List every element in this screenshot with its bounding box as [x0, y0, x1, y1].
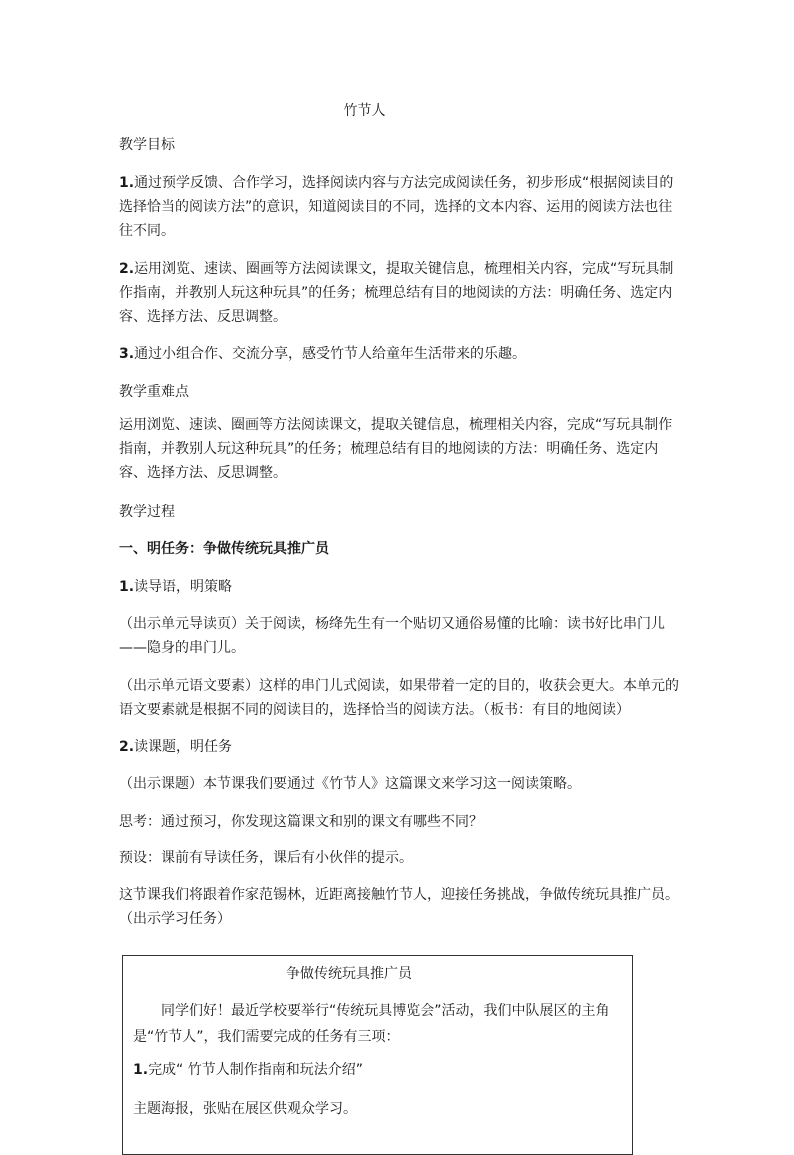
task-box-item-sub: 主题海报，张贴在展区供观众学习。	[133, 1101, 357, 1117]
paragraph: 预设：课前有导读任务，课后有小伙伴的提示。	[119, 850, 413, 866]
goal-text: 通过预学反馈、合作学习，选择阅读内容与方法完成阅读任务，初步形成“根据阅读目的选择恰当的阅读方法”的意识，知道阅读目的不同，选择的文本内容、运用的阅读方法也往往不同。	[119, 175, 674, 239]
step-heading	[119, 575, 232, 599]
paragraph: （出示单元导读页）关于阅读，杨绛先生有一个贴切又通俗易懂的比喻：读书好比串门儿——隐身的串门儿。	[119, 616, 665, 656]
task-item-text: 完成“ 竹节人制作指南和玩法介绍”	[148, 1062, 364, 1078]
step-text: 读导语，明策略	[134, 579, 233, 595]
step-text: 读课题，明任务	[134, 739, 233, 755]
process-heading: 教学过程	[119, 504, 175, 520]
goal-number: 2.	[119, 261, 135, 277]
paragraph: （出示课题）本节课我们要通过《竹节人》这篇课文来学习这一阅读策略。	[119, 776, 581, 792]
task-box-intro: 同学们好！最近学校要举行“传统玩具博览会”活动，我们中队展区的主角是“竹节人”，我们需要完成的任务有三项：	[133, 1003, 610, 1045]
goal-item	[119, 342, 679, 366]
task-box-item	[133, 1057, 625, 1083]
key-points-text: 运用浏览、速读、圈画等方法阅读课文，提取关键信息，梳理相关内容，完成“写玩具制作指南，并教别人玩这种玩具”的任务；梳理总结有目的地阅读的方法：明确任务、选定内容、选择方法、反思调整。	[119, 417, 673, 481]
paragraph: 思考：通过预习，你发现这篇课文和别的课文有哪些不同？	[119, 814, 483, 830]
paragraph: 这节课我们将跟着作家范锡林，近距离接触竹节人，迎接任务挑战，争做传统玩具推广员。（出示学习任务）	[119, 887, 679, 927]
task-box	[122, 955, 633, 1155]
goal-number: 3.	[119, 346, 135, 362]
goal-text: 通过小组合作、交流分享，感受竹节人给童年生活带来的乐趣。	[134, 346, 527, 362]
section-heading: 一、明任务：争做传统玩具推广员	[119, 541, 329, 557]
step-number: 1.	[119, 579, 135, 595]
goals-heading: 教学目标	[119, 137, 175, 153]
goal-number: 1.	[119, 175, 135, 191]
step-number: 2.	[119, 739, 135, 755]
step-heading	[119, 735, 232, 759]
task-box-title: 争做传统玩具推广员	[286, 966, 412, 982]
goal-text: 运用浏览、速读、圈画等方法阅读课文，提取关键信息，梳理相关内容，完成“写玩具制作指南，并教别人玩这种玩具”的任务；梳理总结有目的地阅读的方法：明确任务、选定内容、选择方法、反思调整。	[119, 261, 674, 325]
goal-item	[119, 171, 679, 243]
paragraph: （出示单元语文要素）这样的串门儿式阅读，如果带着一定的目的，收获会更大。本单元的语文要素就是根据不同的阅读目的，选择恰当的阅读方法。（板书：有目的地阅读）	[119, 678, 679, 718]
page-title: 竹节人	[343, 103, 386, 119]
goal-item	[119, 257, 679, 329]
key-points-heading: 教学重难点	[119, 384, 189, 400]
task-item-number: 1.	[133, 1062, 149, 1078]
